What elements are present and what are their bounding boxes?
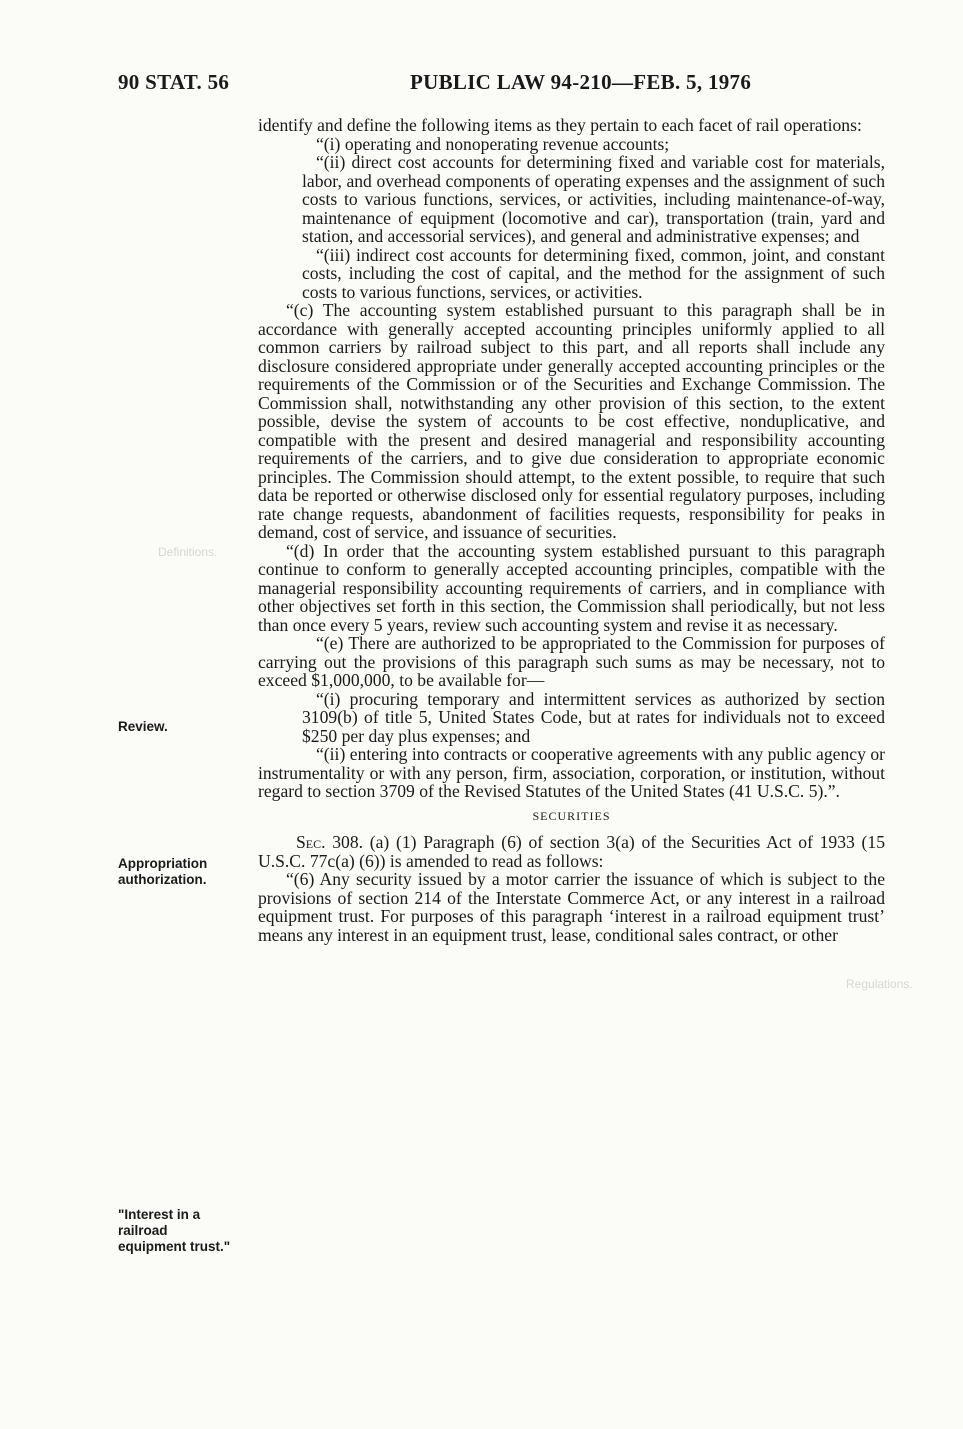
paragraph-e: “(e) There are authorized to be appropriated to the Commission for purposes of carrying out the provisions of this paragraph such sums as may be necessary, not to exceed $1,000,000, to be available for— bbox=[258, 633, 885, 690]
item-iii: “(iii) indirect cost accounts for determining fixed, common, joint, and constant costs, including the cost of capital, and the method for the assignment of such costs to various functions, services, or activities. bbox=[302, 244, 885, 302]
margin-note-review: Review. bbox=[118, 719, 168, 734]
paragraph-d: “(d) In order that the accounting system established pursuant to this paragraph continue to conform to generally accepted accounting principles, compatible with the managerial responsibility accounting requirements of carriers, and in compliance with other objectives set forth in this section, the Commission shall periodically, but not less than once every 5 years, review such accounting system and revise it as necessary. bbox=[258, 540, 885, 635]
intro-paragraph: identify and define the following items as they pertain to each facet of rail operations: bbox=[258, 115, 862, 135]
item-i: “(i) operating and nonoperating revenue accounts; bbox=[316, 133, 670, 154]
section-308-paragraph bbox=[258, 833, 885, 870]
section-label: Sec. bbox=[296, 832, 326, 852]
section-308-text: 308. (a) (1) Paragraph (6) of section 3(a) of the Securities Act of 1933 (15 U.S.C. 77c(a) (6)) is amended to read as follows: bbox=[258, 832, 885, 871]
bleed-through-regulations: Regulations. bbox=[846, 977, 913, 991]
page-header bbox=[118, 70, 898, 104]
item-e-i: “(i) procuring temporary and intermittent services as authorized by section 3109(b) of title 5, United States Code, but at rates for individuals not to exceed $250 per day plus expenses; and bbox=[302, 688, 885, 746]
paragraph-c: “(c) The accounting system established pursuant to this paragraph shall be in accordance with generally accepted accounting principles uniformly applied to all common carriers by railroad subject to this part, and all reports shall include any disclosure considered appropriate under generally accepted accounting principles or the requirements of the Commission or of the Securities and Exchange Commission. The Commission shall, notwithstanding any other provision of this section, to the extent possible, devise the system of accounts to be cost effective, nonduplicative, and compatible with the present and desired managerial and responsibility accounting requirements of the carriers, and to give due consideration to appropriate economic principles. The Commission should attempt, to the extent possible, to require that such data be reported or otherwise disclosed only for essential regulatory purposes, including rate change requests, abandonment of facilities requests, responsibility for peaks in demand, cost of service, and issuance of securities. bbox=[258, 300, 885, 542]
margin-note-interest: "Interest in a railroad equipment trust." bbox=[118, 1207, 231, 1254]
margin-note-appropriation: Appropriation authorization. bbox=[118, 856, 208, 887]
page-number: 90 STAT. 56 bbox=[118, 70, 230, 94]
item-e-ii: “(ii) entering into contracts or cooperative agreements with any public agency or instrumentality or with any person, firm, association, corporation, or institution, without regard to section 3709 of the Revised Statutes of the United States (41 U.S.C. 5).”. bbox=[258, 744, 885, 801]
item-ii: “(ii) direct cost accounts for determining fixed and variable cost for materials, labor, and overhead components of operating expenses and the assignment of such costs to various functions, services, or activities, including maintenance-of-way, maintenance of equipment (locomotive and car), transportation (train, yard and station, and accessorial services), and general and administrative expenses; and bbox=[302, 152, 885, 246]
bleed-through-definitions: Definitions. bbox=[158, 545, 218, 559]
section-heading: SECURITIES bbox=[532, 808, 611, 823]
law-title: PUBLIC LAW 94-210—FEB. 5, 1976 bbox=[410, 70, 752, 94]
paragraph-6: “(6) Any security issued by a motor carrier the issuance of which is subject to the provisions of section 214 of the Interstate Commerce Act, or any interest in a railroad equipment trust. For purposes of this paragraph ‘interest in a railroad equipment trust’ means any interest in an equipment trust, lease, conditional sales contract, or other bbox=[258, 869, 885, 945]
statute-body bbox=[258, 116, 885, 944]
